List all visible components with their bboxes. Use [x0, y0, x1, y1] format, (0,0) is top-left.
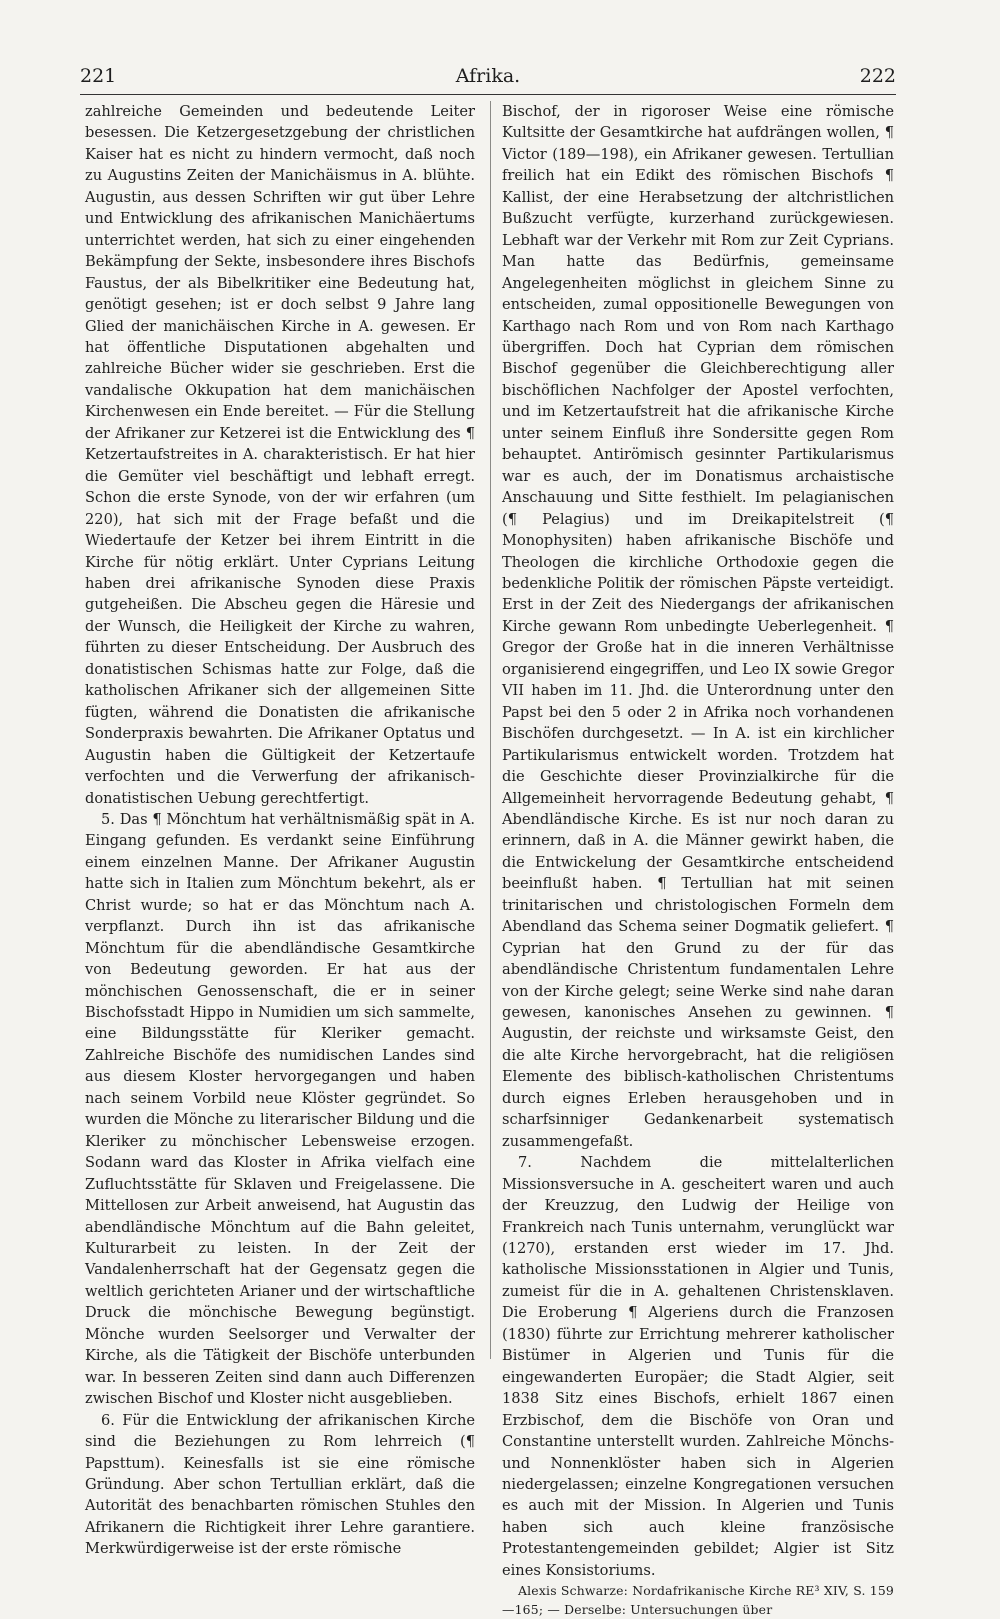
bibliography: Alexis Schwarze: Nordafrikanische Kirche RE³ XIV, S. 159—165; — Derselbe: Untersuchungen über: [502, 1583, 894, 1618]
page-number-right: 222: [859, 65, 896, 87]
paragraph: 6. Für die Entwicklung der afrikanischen Kirche sind die Beziehungen zu Rom lehrreich (¶ Papsttum). Keinesfalls ist sie eine römische Gründung. Aber schon Tertullian erklärt, daß die Autorität des benachbarten römischen Stuhles den Afrikanern die Richtigkeit ihrer Lehre garantiere. Merkwürdigerweise ist der erste römische: [85, 1411, 475, 1558]
page-header: [80, 64, 896, 94]
paragraph: zahlreiche Gemeinden und bedeutende Leiter besessen. Die Ketzergesetzgebung der christlichen Kaiser hat es nicht zu hindern vermocht, daß noch zu Augustins Zeiten der Manichäismus in A. blühte. Augustin, aus dessen Schriften wir gut über Lehre und Entwicklung des afrikanischen Manichäertums unterrichtet werden, hat sich zu einer eingehenden Bekämpfung der Sekte, insbesondere ihres Bischofs Faustus, der als Bibelkritiker eine Bedeutung hat, genötigt gesehen; ist er doch selbst 9 Jahre lang Glied der manichäischen Kirche in A. gewesen. Er hat öffentliche Disputationen abgehalten und zahlreiche Bücher wider sie geschrieben. Erst die vandalische Okkupation hat dem manichäischen Kirchenwesen ein Ende bereitet. — Für die Stellung der Afrikaner zur Ketzerei ist die Entwicklung des ¶ Ketzertaufstreites in A. charakteristisch. Er hat hier die Gemüter viel beschäftigt und lebhaft erregt. Schon die erste Synode, von der wir erfahren (um 220), hat sich mit der Frage befaßt und die Wiedertaufe der Ketzer bei ihrem Eintritt in die Kirche für nötig erklärt. Unter Cyprians Leitung haben drei afrikanische Synoden diese Praxis gutgeheißen. Die Abscheu gegen die Häresie und der Wunsch, die Heiligkeit der Kirche zu wahren, führten zu dieser Entscheidung. Der Ausbruch des donatistischen Schismas hatte zur Folge, daß die katholischen Afrikaner sich der allgemeinen Sitte fügten, während die Donatisten die afrikanische Sonderpraxis bewahrten. Die Afrikaner Optatus und Augustin haben die Gültigkeit der Ketzertaufe verfochten und die Verwerfung der afrikanisch-donatistischen Uebung gerechtfertigt.: [85, 103, 475, 807]
page-number-left: 221: [80, 65, 117, 87]
header-rule: [80, 94, 896, 95]
paragraph: 7. Nachdem die mittelalterlichen Missionsversuche in A. gescheitert waren und auch der Kreuzzug, den Ludwig der Heilige von Frankreich nach Tunis unternahm, verunglückt war (1270), erstanden erst wieder im 17. Jhd. katholische Missionsstationen in Algier und Tunis, zumeist für die in A. gehaltenen Christensklaven. Die Eroberung ¶ Algeriens durch die Franzosen (1830) führte zur Errichtung mehrerer katholischer Bistümer in Algerien und Tunis für die eingewanderten Europäer; die Stadt Algier, seit 1838 Sitz eines Bischofs, erhielt 1867 einen Erzbischof, dem die Bischöfe von Oran und Constantine unterstellt wurden. Zahlreiche Mönchs- und Nonnenklöster haben sich in Algerien niedergelassen; einzelne Kongregationen versuchen es auch mit der Mission. In Algerien und Tunis haben sich auch kleine französische Protestantengemeinden gebildet; Algier ist Sitz eines Konsistoriums.: [502, 1154, 894, 1579]
right-column: [502, 101, 894, 1619]
left-column: [85, 101, 475, 1560]
paragraph: Bischof, der in rigoroser Weise eine römische Kultsitte der Gesamtkirche hat aufdrängen wollen, ¶ Victor (189—198), ein Afrikaner gewesen. Tertullian freilich hat ein Edikt des römischen Bischofs ¶ Kallist, der eine Herabsetzung der altchristlichen Bußzucht verfügte, kurzerhand zurückgewiesen. Lebhaft war der Verkehr mit Rom zur Zeit Cyprians. Man hatte das Bedürfnis, gemeinsame Angelegenheiten möglichst in gleichem Sinne zu entscheiden, zumal oppositionelle Bewegungen von Karthago nach Rom und von Rom nach Karthago übergriffen. Doch hat Cyprian dem römischen Bischof gegenüber die Gleichberechtigung aller bischöflichen Nachfolger der Apostel verfochten, und im Ketzertaufstreit hat die afrikanische Kirche unter seinem Einfluß ihre Sondersitte gegen Rom behauptet. Antirömisch gesinnter Partikularismus war es auch, der im Donatismus archaistische Anschauung und Sitte festhielt. Im pelagianischen (¶ Pelagius) und im Dreikapitelstreit (¶ Monophysiten) haben afrikanische Bischöfe und Theologen die kirchliche Orthodoxie gegen die bedenkliche Politik der römischen Päpste verteidigt. Erst in der Zeit des Niedergangs der afrikanischen Kirche gewann Rom unbedingte Ueberlegenheit. ¶ Gregor der Große hat in die inneren Verhältnisse organisierend eingegriffen, und Leo IX sowie Gregor VII haben im 11. Jhd. die Unterordnung unter den Papst bei den 5 oder 2 in Afrika noch vorhandenen Bischöfen durchgesetzt. — In A. ist ein kirchlicher Partikularismus entwickelt worden. Trotzdem hat die Geschichte dieser Provinzialkirche für die Allgemeinheit hervorragende Bedeutung gehabt, ¶ Abendländische Kirche. Es ist nur noch daran zu erinnern, daß in A. die Männer gewirkt haben, die die Entwickelung der Gesamtkirche entscheidend beeinflußt haben. ¶ Tertullian hat mit seinen trinitarischen und christologischen Formeln dem Abendland das Schema seiner Dogmatik geliefert. ¶ Cyprian hat den Grund zu der für das abendländische Christentum fundamentalen Lehre von der Kirche gelegt; seine Werke sind nahe daran gewesen, kanonisches Ansehen zu gewinnen. ¶ Augustin, der reichste und wirksamste Geist, den die alte Kirche hervorgebracht, hat die religiösen Elemente des biblisch-katholischen Christentums durch eignes Erleben herausgehoben und in scharfsinniger Gedankenarbeit systematisch zusammengefaßt.: [502, 103, 894, 1150]
paragraph: 5. Das ¶ Mönchtum hat verhältnismäßig spät in A. Eingang gefunden. Es verdankt seine Einführung einem einzelnen Manne. Der Afrikaner Augustin hatte sich in Italien zum Mönchtum bekehrt, als er Christ wurde; so hat er das Mönchtum nach A. verpflanzt. Durch ihn ist das afrikanische Mönchtum für die abendländische Gesamtkirche von Bedeutung geworden. Er hat aus der mönchischen Genossenschaft, die er in seiner Bischofsstadt Hippo in Numidien um sich sammelte, eine Bildungsstätte für Kleriker gemacht. Zahlreiche Bischöfe des numidischen Landes sind aus diesem Kloster hervorgegangen und haben nach seinem Vorbild neue Klöster gegründet. So wurden die Mönche zu literarischer Bildung und die Kleriker zu mönchischer Lebensweise erzogen. Sodann ward das Kloster in Afrika vielfach eine Zufluchtsstätte für Sklaven und Freigelassene. Die Mittellosen zur Arbeit anweisend, hat Augustin das abendländische Mönchtum auf die Bahn geleitet, Kulturarbeit zu leisten. In der Zeit der Vandalenherrschaft hat der Gegensatz gegen die weltlich gerichteten Arianer und der wirtschaftliche Druck die mönchische Bewegung begünstigt. Mönche wurden Seelsorger und Verwalter der Kirche, als die Tätigkeit der Bischöfe unterbunden war. In besseren Zeiten sind dann auch Differenzen zwischen Bischof und Kloster nicht ausgeblieben.: [85, 810, 475, 1408]
column-divider: [490, 101, 491, 1359]
running-title: Afrika.: [455, 65, 521, 87]
